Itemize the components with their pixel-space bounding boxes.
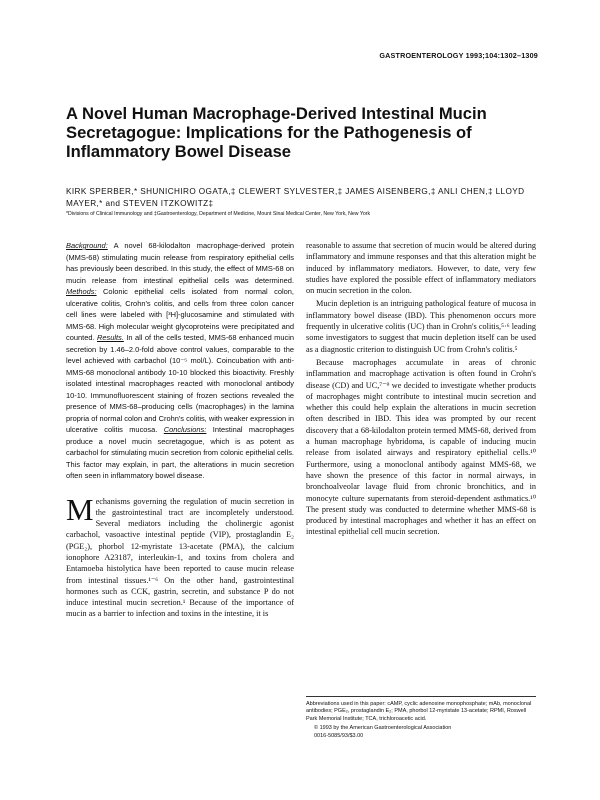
abstract-background-text: A novel 68-kilodalton macrophage-derived protein (MMS-68) stimulating mucin release from respiratory epithelial cells has previously been described. In this study, the effect of MMS-68 on mucin release from intestinal epithelial cells was determined. <box>66 241 294 285</box>
abstract-methods-heading: Methods: <box>66 287 97 296</box>
author-affiliation: *Divisions of Clinical Immunology and ‡Gastroenterology, Department of Medicine, Mount Sinai Medical Center, New York, New York <box>66 211 371 217</box>
body-paragraph: reasonable to assume that secretion of mucin would be altered during inflammatory and immune responses and that this alteration might be induced by inflammatory mediators. However, to date, very few studies have explored the possible effect of inflammatory mediators on mucin secretion in the colon. <box>306 241 536 296</box>
abstract-results-text: In all of the cells tested, MMS-68 enhanced mucin secretion by 1.46–2.0-fold above control values, comparable to the level achieved with carbachol (10⁻⁵ mol/L). Coincubation with anti-MMS-68 monoclonal antibody 10-10 blocked this bioactivity. Freshly isolated intestinal macrophages reacted with monoclonal antibody 10-10. Immunofluorescent staining of frozen sections revealed the presence of MMS-68–producing cells (macrophages) in the lamina propria of normal colon and Crohn's colitis, with weaker expression in ulcerative colitis mucosa. <box>66 333 294 434</box>
running-head: GASTROENTEROLOGY 1993;104:1302–1309 <box>379 51 538 60</box>
abstract-results-heading: Results. <box>97 333 124 342</box>
abstract-background-heading: Background: <box>66 241 108 250</box>
footnotes <box>306 696 536 740</box>
drop-cap: M <box>66 491 94 527</box>
body-paragraph: Because macrophages accumulate in areas of chronic inflammation and macrophage activation is often found in Crohn's disease (CD) and UC,⁷⁻⁹ we decided to investigate whether products of macrophages might contribute to intestinal mucin secretion and whether this could help explain the alterations in mucin secretion often described in IBD. This idea was prompted by our recent discovery that a 68-kilodalton protein termed MMS-68, derived from a human macrophage hybridoma, is capable of inducing mucin release from isolated airways and respiratory epithelial cells.¹⁰ Furthermore, using a monoclonal antibody against MMS-68, we have shown the presence of this factor in normal airways, in bronchoalveolar lavage fluid from chronic bronchitics, and in monocyte culture supernatants from steroid-dependent asthmatics.¹⁰ The present study was conducted to determine whether MMS-68 is produced by intestinal macrophages and whether it has an effect on intestinal epithelial cell mucin secretion. <box>306 357 536 537</box>
copyright-notice: © 1993 by the American Gastroenterological Association <box>314 725 452 732</box>
left-column <box>66 240 294 620</box>
abstract-conclusions-text: Intestinal macrophages produce a novel mucin secretagogue, which is as potent as carbachol for stimulating mucin secretion from colonic epithelial cells. This factor may explain, in part, the alterations in mucin secretion often seen in inflammatory bowel disease. <box>66 425 294 480</box>
article-title: A Novel Human Macrophage-Derived Intestinal Mucin Secretagogue: Implications for the Pathogenesis of Inflammatory Bowel Disease <box>66 104 487 161</box>
abstract-methods-text: Colonic epithelial cells isolated from normal colon, ulcerative colitis, Crohn's colitis, and cells from three colon cancer cell lines were labeled with [³H]-glucosamine and stimulated with MMS-68. High molecular weight glycoproteins were precipitated and counted. <box>66 287 294 342</box>
body-paragraph: Mucin depletion is an intriguing pathological feature of mucosa in inflammatory bowel disease (IBD). This phenomenon occurs more frequently in ulcerative colitis (UC) than in Crohn's colitis,⁵·⁶ leading some investigators to suggest that mucin depletion itself can be used as a diagnostic criterion to distinguish UC from Crohn's colitis.⁵ <box>306 299 536 354</box>
intro-paragraph: echanisms governing the regulation of mucin secretion in the gastrointestinal tract are incompletely understood. Several mediators including the cholinergic agonist carbachol, vasoactive intestinal peptide (VIP), prostaglandin E₂ (PGE₂), phorbol 12-myristate 13-acetate (PMA), the calcium ionophore A23187, interleukin-1, and toxins from cholera and Entamoeba histolytica have been reported to cause mucin release from intestinal tissues.¹⁻⁶ On the other hand, gastrointestinal hormones such as CCK, gastrin, secretin, and substance P do not induce intestinal mucin secretion.¹ Because of the importance of mucin as a barrier to infection and toxins in the intestine, it is <box>66 496 294 619</box>
abstract-conclusions-heading: Conclusions: <box>163 425 207 434</box>
right-column <box>306 240 536 538</box>
article-code: 0016-5085/93/$3.00 <box>314 732 364 739</box>
abstract <box>66 240 294 482</box>
introduction <box>66 491 294 620</box>
abbreviations-footnote: Abbreviations used in this paper: cAMP, cyclic adenosine monophosphate; mAb, monoclonal antibodies; PGE₂, prostaglandin E₂; PMA, phorbol 12-myristate 13-acetate; RPMI, Roswell Park Memorial Institute; TCA, trichloroacetic acid. <box>306 701 532 722</box>
author-list: KIRK SPERBER,* SHUNICHIRO OGATA,‡ CLEWERT SYLVESTER,‡ JAMES AISENBERG,‡ ANLI CHEN,‡ LLOYD MAYER,* and STEVEN ITZKOWITZ‡ <box>66 187 525 208</box>
